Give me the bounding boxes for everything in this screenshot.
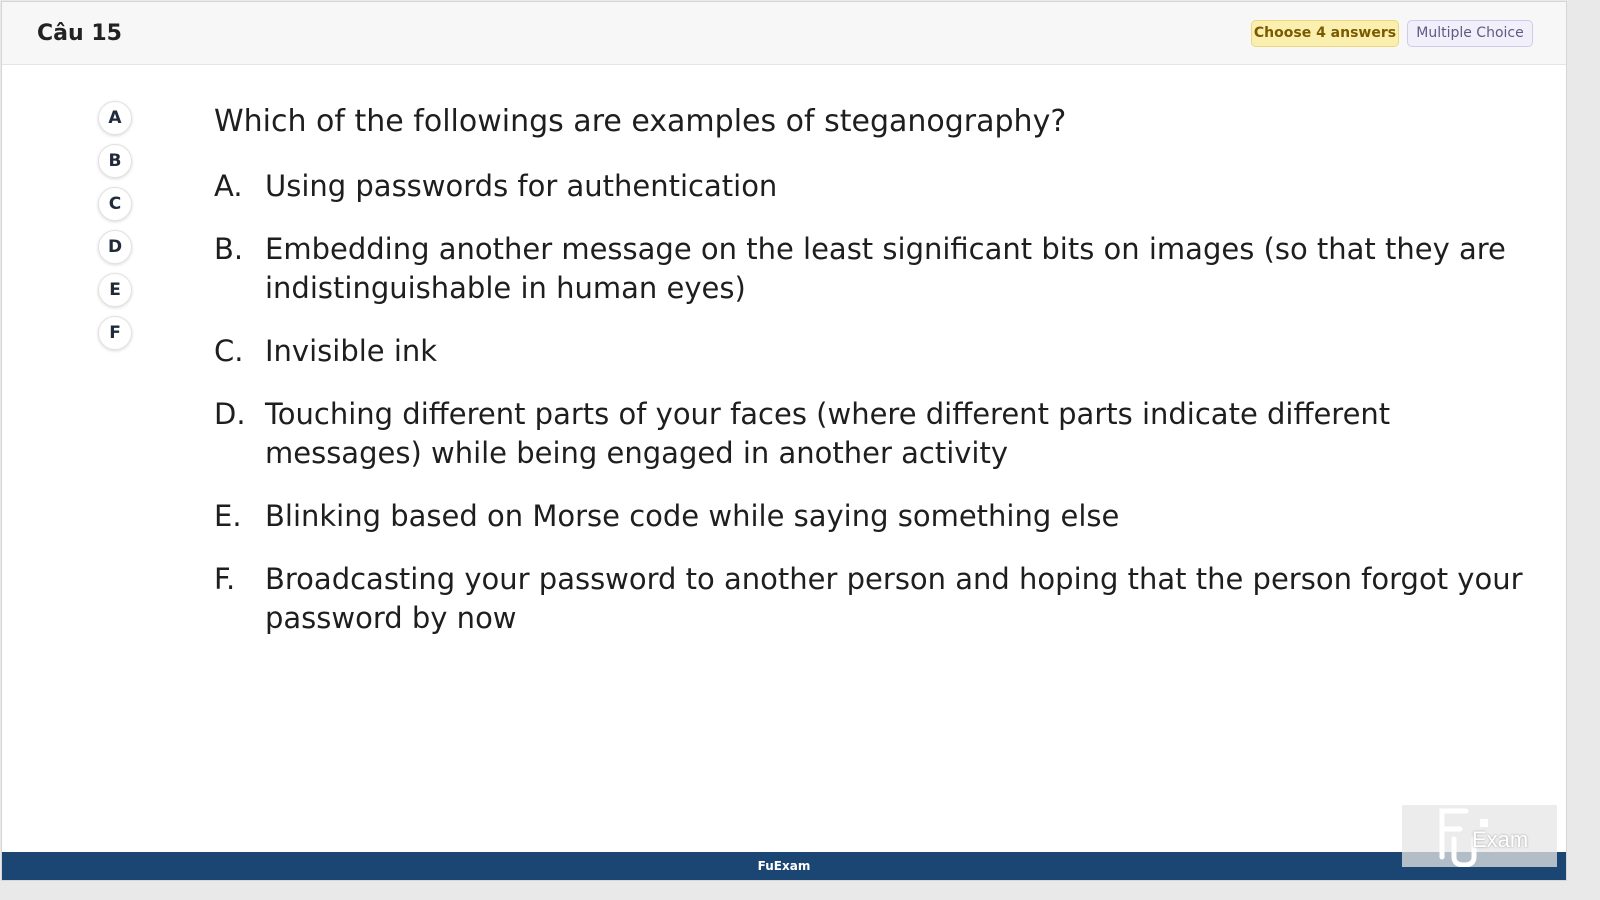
answer-button-e[interactable]: E [98, 273, 132, 307]
option-c[interactable] [214, 332, 1534, 371]
option-e[interactable] [214, 497, 1534, 536]
option-text: Using passwords for authentication [265, 169, 778, 203]
option-d[interactable] [214, 395, 1534, 473]
question-number: Câu 15 [37, 21, 122, 46]
quiz-frame [1, 1, 1567, 881]
option-letter: F. [214, 562, 236, 596]
option-text: Invisible ink [265, 334, 438, 368]
option-text: Embedding another message on the least significant bits on images (so that they are indistinguishable in human eyes) [265, 232, 1506, 305]
fuexam-watermark [1402, 805, 1557, 867]
watermark-text: Exam [1472, 827, 1529, 852]
question-header [2, 2, 1566, 65]
answer-button-a[interactable]: A [98, 101, 132, 135]
option-text: Touching different parts of your faces (where different parts indicate different messages) while being engaged in another activity [265, 397, 1391, 470]
option-letter: D. [214, 397, 246, 431]
option-text: Blinking based on Morse code while saying something else [265, 499, 1120, 533]
option-letter: C. [214, 334, 244, 368]
answer-button-c[interactable]: C [98, 187, 132, 221]
answer-button-d[interactable]: D [98, 230, 132, 264]
option-f[interactable] [214, 560, 1534, 638]
option-letter: E. [214, 499, 242, 533]
option-b[interactable] [214, 230, 1534, 308]
answer-button-f[interactable]: F [98, 316, 132, 350]
footer-brand: FuExam [757, 859, 811, 873]
option-a[interactable] [214, 167, 1534, 206]
option-letter: B. [214, 232, 244, 266]
option-text: Broadcasting your password to another person and hoping that the person forgot your password by now [265, 562, 1523, 635]
footer-bar [2, 852, 1566, 880]
choose-count-badge: Choose 4 answers [1251, 20, 1399, 47]
question-type-badge: Multiple Choice [1407, 20, 1533, 47]
option-letter: A. [214, 169, 243, 203]
answer-button-b[interactable]: B [98, 144, 132, 178]
question-text: Which of the followings are examples of steganography? [214, 104, 1067, 139]
